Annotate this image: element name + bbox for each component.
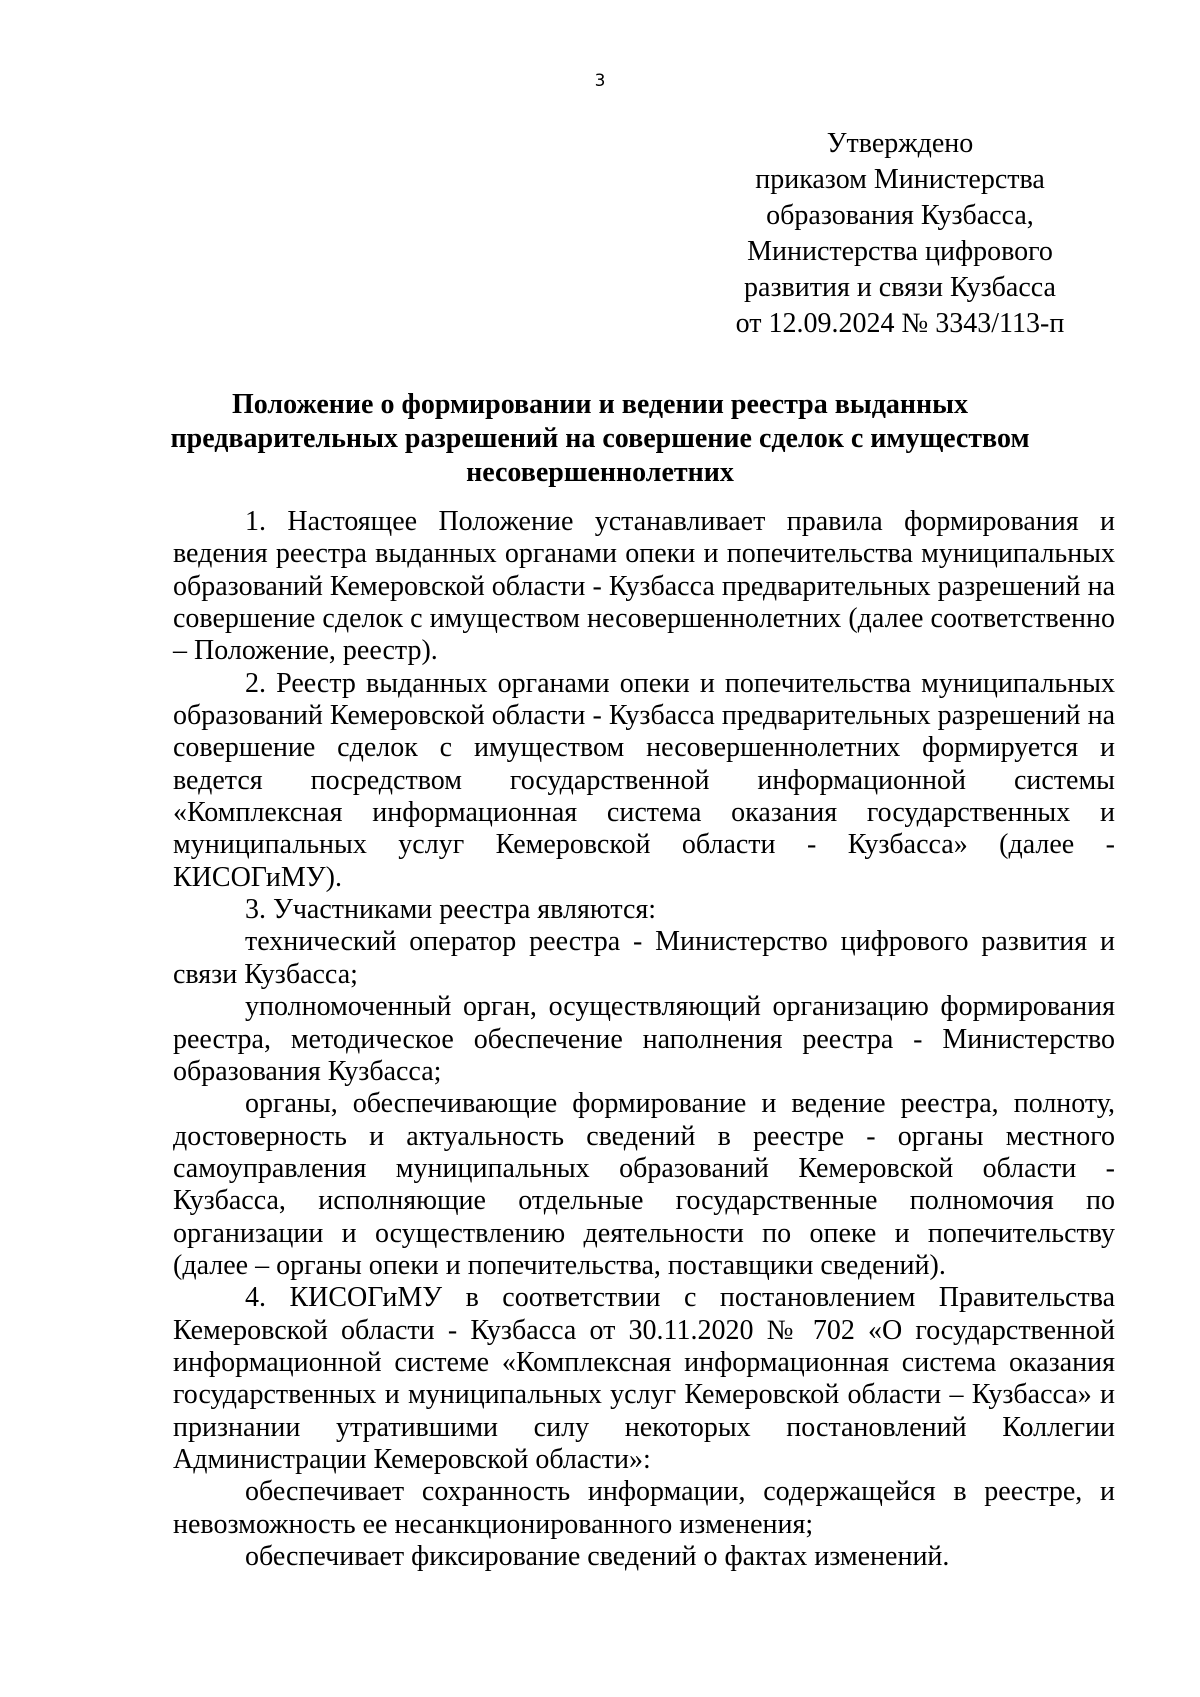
title-line: несовершеннолетних	[466, 457, 734, 488]
document-body	[173, 506, 1115, 1573]
approval-line: приказом Министерства	[755, 164, 1045, 195]
title-line: предварительных разрешений на совершение сделок с имуществом	[170, 423, 1030, 454]
paragraph: технический оператор реестра - Министерство цифрового развития и связи Кузбасса;	[173, 926, 1115, 990]
paragraph: обеспечивает фиксирование сведений о фактах изменений.	[245, 1541, 950, 1572]
approval-line: Министерства цифрового	[747, 236, 1053, 267]
paragraph: уполномоченный орган, осуществляющий организацию формирования реестра, методическое обеспечение наполнения реестра - Министерство образования Кузбасса;	[173, 991, 1115, 1087]
approval-line: Утверждено	[826, 128, 974, 159]
paragraph: 4. КИСОГиМУ в соответствии с постановлением Правительства Кемеровской области - Кузбасса от 30.11.2020 № 702 «О государственной информационной системе «Комплексная информационная система оказания государственных и муниципальных услуг Кемеровской области – Кузбасса» и признании утратившими силу некоторых постановлений Коллегии Администрации Кемеровской области»:	[173, 1282, 1115, 1475]
approval-block	[680, 126, 1120, 342]
page-number: 3	[594, 71, 606, 91]
approval-line: развития и связи Кузбасса	[744, 272, 1056, 303]
paragraph: органы, обеспечивающие формирование и ведение реестра, полноту, достоверность и актуальность сведений в реестре - органы местного самоуправления муниципальных образований Кемеровской области - Кузбасса, исполняющие отдельные государственные полномочия по организации и осуществлению деятельности по опеке и попечительству (далее – органы опеки и попечительства, поставщики сведений).	[173, 1088, 1115, 1281]
title-line: Положение о формировании и ведении реестра выданных	[231, 389, 969, 420]
paragraph: обеспечивает сохранность информации, содержащейся в реестре, и невозможность ее несанкционированного изменения;	[173, 1476, 1115, 1540]
paragraph: 3. Участниками реестра являются:	[245, 894, 657, 926]
approval-line: образования Кузбасса,	[766, 200, 1034, 231]
document-title	[150, 388, 1050, 490]
paragraph: 2. Реестр выданных органами опеки и попечительства муниципальных образований Кемеровской области - Кузбасса предварительных разрешений на совершение сделок с имуществом несовершеннолетних формируется и ведется посредством государственной информационной системы «Комплексная информационная система оказания государственных и муниципальных услуг Кемеровской области - Кузбасса» (далее - КИСОГиМУ).	[173, 667, 1115, 893]
paragraph: 1. Настоящее Положение устанавливает правила формирования и ведения реестра выданных органами опеки и попечительства муниципальных образований Кемеровской области - Кузбасса предварительных разрешений на совершение сделок с имуществом несовершеннолетних (далее соответственно – Положение, реестр).	[173, 506, 1115, 667]
approval-line: от 12.09.2024 № 3343/113-п	[735, 308, 1065, 339]
